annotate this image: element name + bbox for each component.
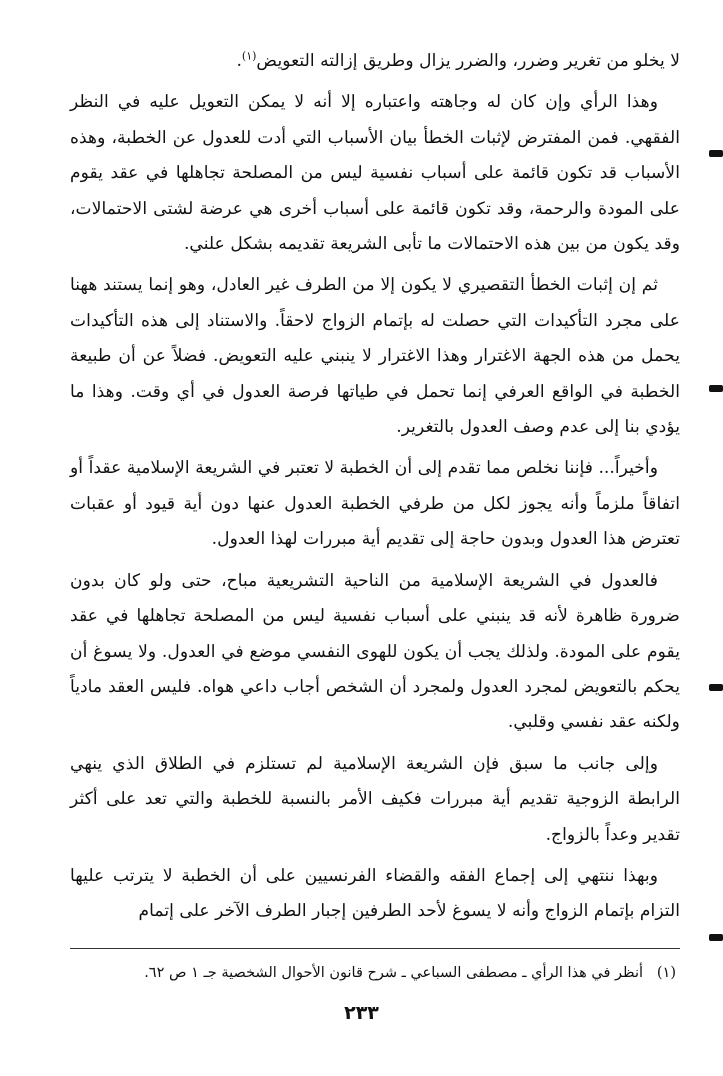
paragraph: وأخيراً... فإننا نخلص مما تقدم إلى أن الخطبة لا تعتبر في الشريعة الإسلامية عقداً أو اتفاقاً ملزماً وأنه يجوز لكل من طرفي الخطبة العدول عنها دون أية قيود أو عقبات تعترض هذا العدول وبدون حاجة إلى تقديم أية مبررات لهذا العدول. (70, 458, 680, 550)
scan-margin-mark (709, 150, 723, 157)
footnote-text: أنظر في هذا الرأي ـ مصطفى السباعي ـ شرح قانون الأحوال الشخصية جـ ١ ص ٦٢. (144, 965, 644, 981)
page-number: ٢٣٣ (344, 1002, 379, 1024)
footnote-reference[interactable]: (١) (241, 49, 257, 63)
sentence-end: . (236, 51, 242, 71)
paragraph (70, 44, 680, 79)
paragraph: وهذا الرأي وإن كان له وجاهته واعتباره إلا أنه لا يمكن التعويل عليه في النظر الفقهي. فمن المفترض لإثبات الخطأ بيان الأسباب التي أدت للعدول عن الخطبة، وهذه الأسباب قد تكون قائمة على أسباب نفسية ليس من المصلحة تجاهلها في عقد يقوم على المودة والرحمة، وقد تكون قائمة على أسباب أخرى هي عرضة لشتى الاحتمالات، وقد يكون من بين هذه الاحتمالات ما تأبى الشريعة تقديمه بشكل علني. (70, 92, 680, 255)
page-body (70, 44, 680, 930)
scan-margin-mark (709, 684, 723, 691)
scan-margin-mark (709, 385, 723, 392)
footnote-number: (١) (656, 965, 676, 981)
paragraph: فالعدول في الشريعة الإسلامية من الناحية التشريعية مباح، حتى ولو كان بدون ضرورة ظاهرة لأنه قد ينبني على أسباب نفسية ليس من المصلحة تجاهلها في عقد يقوم على المودة. ولذلك يجب أن يكون للهوى النفسي موضع في العدول. ولا يسوغ أن يحكم بالتعويض لمجرد العدول ولمجرد أن الشخص أجاب داعي هواه. فليس العقد مادياً ولكنه عقد نفسي وقلبي. (70, 570, 680, 733)
footnote-divider (70, 948, 680, 949)
paragraph: ثم إن إثبات الخطأ التقصيري لا يكون إلا من الطرف غير العادل، وهو إنما يستند ههنا على مجرد التأكيدات التي حصلت له بإتمام الزواج لاحقاً. والاستناد إلى هذه التأكيدات يحمل من هذه الجهة الاغترار وهذا الاغترار لا ينبني عليه التعويض. فضلاً عن أن طبيعة الخطبة في الواقع العرفي إنما تحمل في طياتها فرصة العدول في أي وقت. وهذا ما يؤدي بنا إلى عدم وصف العدول بالتغرير. (70, 275, 680, 438)
scan-margin-mark (709, 934, 723, 941)
paragraph: وبهذا ننتهي إلى إجماع الفقه والقضاء الفرنسيين على أن الخطبة لا يترتب عليها التزام بإتمام الزواج وأنه لا يسوغ لأحد الطرفين إجبار الطرف الآخر على إتمام (70, 865, 680, 922)
footnote (70, 962, 676, 984)
paragraph: وإلى جانب ما سبق فإن الشريعة الإسلامية لم تستلزم في الطلاق الذي ينهي الرابطة الزوجية تقديم أية مبررات فكيف الأمر بالنسبة للخطبة والتي تعد على أكثر تقدير وعداً بالزواج. (70, 753, 680, 845)
paragraph-text: لا يخلو من تغرير وضرر، والضرر يزال وطريق إزالته التعويض (256, 51, 680, 71)
